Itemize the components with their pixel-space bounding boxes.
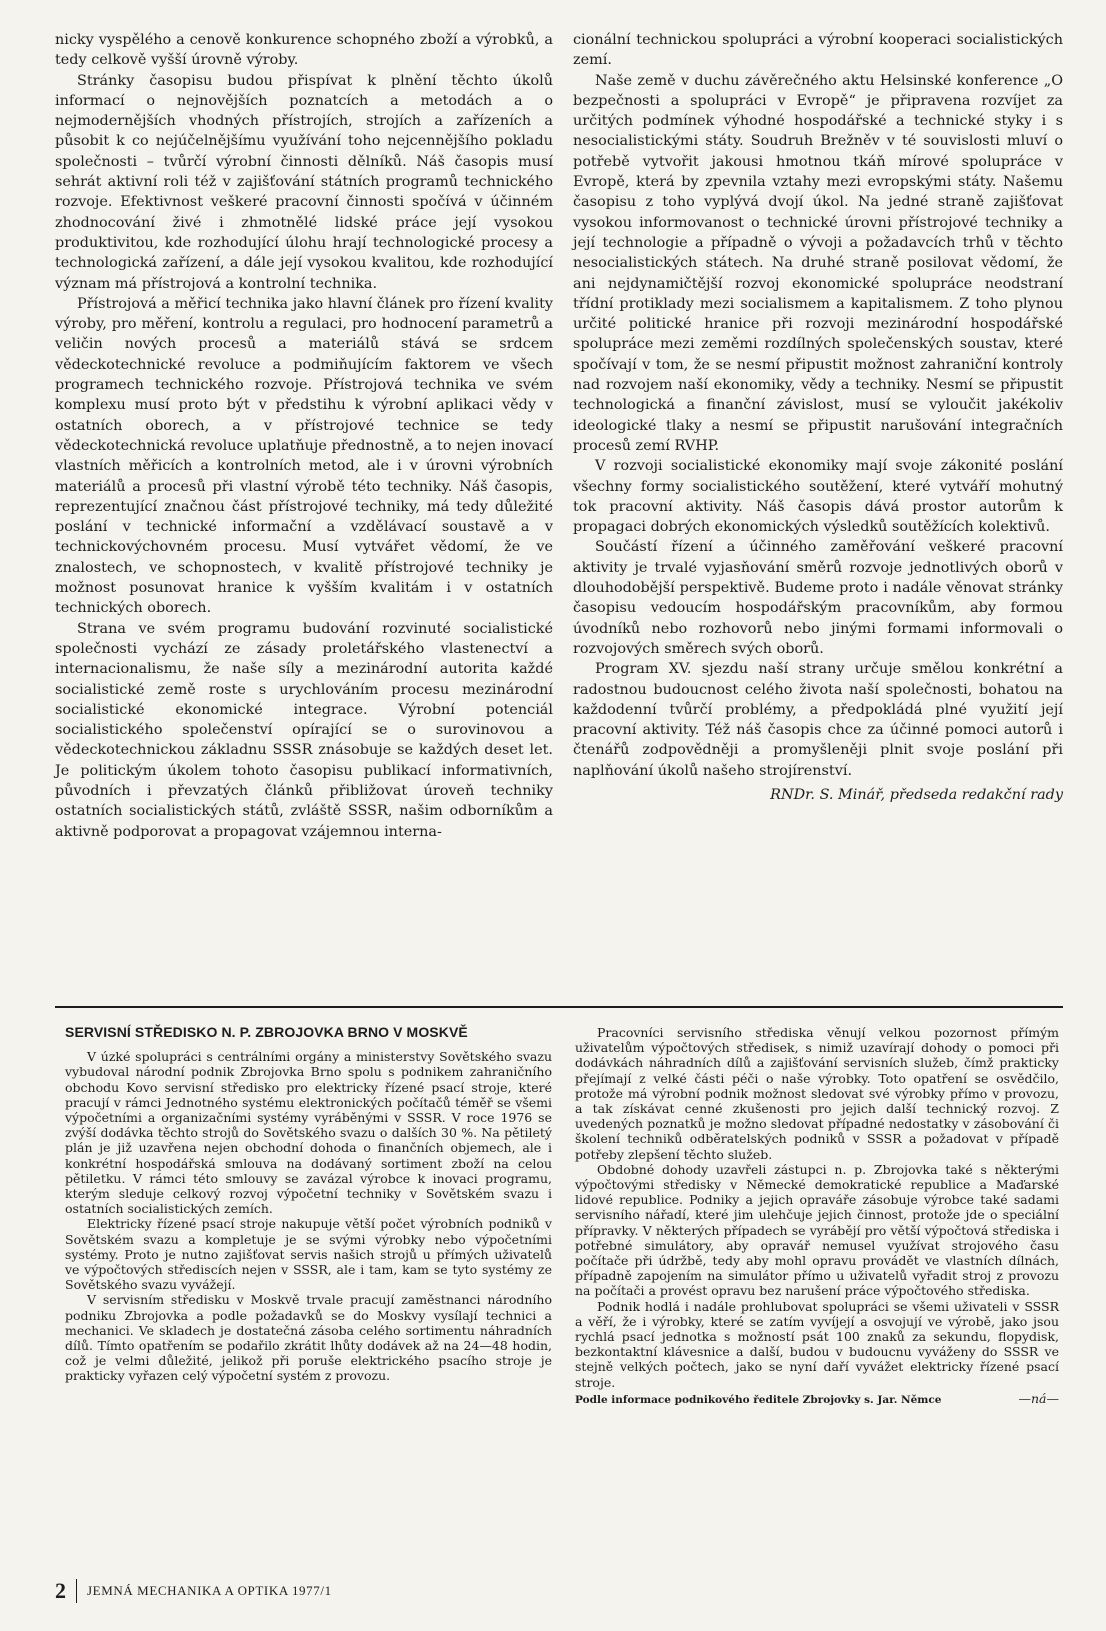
editorial-paragraph: nicky vyspělého a cenově konkurence schopného zboží a výrobků, a tedy celkově vyšší úrovně výroby. xyxy=(55,32,553,69)
editorial-paragraph: Stránky časopisu budou přispívat k plnění těchto úkolů informací o nejnovějších poznatcích a metodách a o nejmodernějších vhodných přístrojích, strojích a zařízeních a působit k co nejúčelnějšímu využívání toho nejcennějšího pokladu společnosti – tvůrčí výrobní činnosti dělníků. Náš časopis musí sehrát aktivní roli též v zajišťování státních programů technického rozvoje. Efektivnost veškeré pracovní činnosti spočívá v účinném zhodnocování živé i zhmotnělé lidské práce její vysokou produktivitou, kde rozhodující úlohu hrají technologické procesy a technologická zařízení, a dále její vysokou kvalitou, kde rozhodující význam má přístrojová a kontrolní technika. xyxy=(55,72,553,292)
article-paragraph: Elektricky řízené psací stroje nakupuje větší počet výrobních podniků v Sovětském svazu a kompletuje je se svými výrobky nebo výpočetními systémy. Proto je nutno zajišťovat servis našich strojů u přímých uživatelů ve výpočtových střediscích nejen v SSSR, ale i tam, kam se tyto systémy ze Sovětského svazu vyvážejí. xyxy=(65,1216,552,1293)
page-number: 2 xyxy=(55,1578,66,1603)
editorial-column-left xyxy=(55,30,553,842)
article-source: Podle informace podnikového ředitele Zbrojovky s. Jar. Němce xyxy=(575,1393,942,1406)
author-initials: —ná— xyxy=(1018,1390,1059,1406)
article-source-line xyxy=(575,1391,1059,1408)
article-paragraph: V úzké spolupráci s centrálními orgány a ministerstvy Sovětského svazu vybudoval národní podnik Zbrojovka Brno spolu s podnikem zahraničního obchodu Kovo servisní středisko pro elektricky řízené psací stroje, které pracují v rámci Jednotného systému elektronických počítačů téměř se všemi výpočetními a organizačními systémy vyráběnými v SSSR. V roce 1976 se zvýší dodávka těchto strojů do Sovětského svazu o dalších 30 %. Na pětiletý plán je již uzavřena nejen obchodní dohoda o finančních objemech, ale i konkrétní hospodářská smlouva na dodávaný sortiment zboží na celou pětiletku. V rámci této smlouvy se zavázal výrobce k inovaci programu, kterým sleduje celkový rozvoj výpočetní techniky v Sovětském svazu i ostatních socialistických zemích. xyxy=(65,1049,552,1217)
editorial-paragraph: Přístrojová a měřicí technika jako hlavní článek pro řízení kvality výroby, pro měření, kontrolu a regulaci, pro hodnocení parametrů a veličin nových procesů a materiálů stává se srdcem vědeckotechnické revoluce a podmiňujícím faktorem ve všech programech technického rozvoje. Přístrojová technika ve svém komplexu musí proto být v předstihu k výrobní aplikaci vědy v ostatních oborech, a v přístrojové technice se tedy vědeckotechnická revoluce uplatňuje přednostně, a to nejen inovací vlastních měřicích a kontrolních metod, ale i v úrovni výrobních materiálů a procesů při vlastní výrobě této techniky. Náš časopis, reprezentující značnou část přístrojové techniky, má tedy důležité poslání v technické informační a vzdělávací soustavě a v technickovýchovném procesu. Musí vytvářet vědomí, že ve znalostech, ve schopnostech, v kvalitě přístrojové techniky je možnost posunovat hranice k vyšším kvalitám i v ostatních technických oborech. xyxy=(55,295,553,617)
article-paragraph: Pracovníci servisního střediska věnují velkou pozornost přímým uživatelům výpočtových středisek, s nimiž uzavírají dohody o pomoci při dodávkách náhradních dílů a zajišťování servisních služeb, čímž prakticky přejímají z velké části péči o naše výrobky. Toto opatření se osvědčilo, protože má výrobní podnik možnost sledovat své výrobky přímo v provozu, a tak získávat cenné zkušenosti pro jejich další technický rozvoj. Z uvedených poznatků je možno sledovat případné nedostatky v zásobování či školení techniků odběratelských podniků v SSSR a požadovat v případě potřeby zlepšení těchto služeb. xyxy=(575,1025,1059,1162)
article-paragraph: V servisním středisku v Moskvě trvale pracují zaměstnanci národního podniku Zbrojovka a podle požadavků se do Moskvy vysílají technici a mechanici. Ve skladech je dostatečná zásoba celého sortimentu náhradních dílů. Tímto opatřením se podařilo zkrátit lhůty dodávek až na 24—48 hodin, což je velmi důležité, jelikož při poruše elektrického psacího stroje je prakticky vyřazen celý výpočetní systém z provozu. xyxy=(65,1292,552,1384)
footer-divider xyxy=(76,1579,77,1603)
editorial-paragraph: Naše země v duchu závěrečného aktu Helsinské konference „O bezpečnosti a spolupráci v Evropě“ je připravena rozvíjet za určitých podmínek výhodné hospodářské a technické styky i s nesocialistickými státy. Soudruh Brežněv v té souvislosti mluví o potřebě vytvořit jakousi hmotnou tkáň mírové spolupráce v Evropě, která by zpevnila vztahy mezi evropskými státy. Našemu časopisu z toho vyplývá dvojí úkol. Na jedné straně zajišťovat vysokou informovanost o technické úrovni přístrojové techniky a její technologie a případně o vývoji a požadavcích trhů v těchto nesocialistických státech. Na druhé straně posilovat vědomí, že ani nejdynamičtější rozvoj ekonomické spolupráce neodstraní třídní protiklady mezi socialismem a kapitalismem. Z toho plynou určité politické hranice při rozvoji mezinárodní hospodářské spolupráce mezi zeměmi rozdílných společenských soustav, které spočívají v tom, že se nesmí připustit možnost zahraniční kontroly nad rozvojem naší ekonomiky, vědy a techniky. Nesmí se připustit technologická a finanční závislost, musí se vyloučit jakékoliv ideologické tlaky a nesmí se připustit narušování integračních procesů zemí RVHP. xyxy=(573,72,1063,454)
editorial-paragraph: Strana ve svém programu budování rozvinuté socialistické společnosti vychází ze zásady proletářského vlastenectví a internacionalismu, že naše síly a mezinárodní autorita každé socialistické země roste s urychlováním procesu mezinárodní socialistické ekonomické integrace. Výrobní potenciál socialistického společenství opírající se o surovinovou a vědeckotechnickou základnu SSSR znásobuje se každých deset let. Je politickým úkolem tohoto časopisu publikací informativních, původních i převzatých článků přibližovat úroveň techniky ostatních socialistických států, zvláště SSSR, našim odborníkům a aktivně podporovat a propagovat vzájemnou interna- xyxy=(55,620,553,840)
article-paragraph: Podnik hodlá i nadále prohlubovat spolupráci se všemi uživateli v SSSR a věří, že i výrobky, které se zatím vyvíjejí a osvojují ve výrobě, jako jsou rychlá psací jednotka s možností psát 100 znaků za sekundu, flopydisk, bezkontaktní klávesnice a další, budou v budoucnu vyváženy do SSSR ve stejně velkých počtech, jako se nyní daří vyvážet elektricky řízené psací stroje. xyxy=(575,1298,1059,1390)
article-column-left xyxy=(65,1025,552,1384)
page-footer xyxy=(55,1578,332,1604)
article-column-right xyxy=(575,1025,1059,1408)
section-divider xyxy=(55,1006,1063,1008)
journal-title: JEMNÁ MECHANIKA A OPTIKA 1977/1 xyxy=(87,1583,332,1598)
editorial-signature: RNDr. S. Minář, předseda redakční rady xyxy=(770,786,1063,803)
editorial-column-right xyxy=(573,30,1063,805)
article-paragraph: Obdobné dohody uzavřeli zástupci n. p. Zbrojovka také s některými výpočtovými středisky v Německé demokratické republice a Maďarské lidové republice. Podniky a jejich opraváře zásobuje výrobce také sadami servisního nářadí, které jim ulehčuje jejich činnost, protože jde o speciální přípravky. V některých případech se vyrábějí pro větší výpočtová střediska i potřebné simulátory, aby opravář nemusel využívat strojového času počítače při údržbě, tedy aby mohl opravu provádět ve vlastních dílnách, případně zapojením na simulátor přímo u uživatelů vyřadit stroj z provozu na počítači a provést opravu bez narušení práce výpočtového střediska. xyxy=(575,1161,1059,1299)
editorial-paragraph: Součástí řízení a účinného zaměřování veškeré pracovní aktivity je trvalé vyjasňování směrů rozvoje jednotlivých oborů v dlouhodobější perspektivě. Budeme proto i nadále věnovat stránky časopisu vedoucím hospodářským pracovníkům, aby formou úvodníků nebo rozhovorů nebo jinými formami informovali o rozvojových směrech svých oborů. xyxy=(573,539,1063,657)
editorial-paragraph: Program XV. sjezdu naší strany určuje smělou konkrétní a radostnou budoucnost celého života naší společnosti, bohatou na každodenní tvůrčí problémy, a předpokládá plné využití její pracovní aktivity. Též náš časopis chce za účinné pomoci autorů i čtenářů zodpovědněji a promyšleněji plnit svoje poslání při naplňování úkolů našeho strojírenství. xyxy=(573,661,1063,779)
editorial-paragraph: cionální technickou spolupráci a výrobní kooperaci socialistických zemí. xyxy=(573,32,1063,69)
article-headline: SERVISNÍ STŘEDISKO N. P. ZBROJOVKA BRNO V MOSKVĚ xyxy=(65,1024,468,1040)
editorial-paragraph: V rozvoji socialistické ekonomiky mají svoje zákonité poslání všechny formy socialistického soutěžení, které vytváří mohutný tok pracovní aktivity. Náš časopis dává prostor autorům k propagaci dobrých ekonomických výsledků soutěžících kolektivů. xyxy=(573,458,1063,536)
